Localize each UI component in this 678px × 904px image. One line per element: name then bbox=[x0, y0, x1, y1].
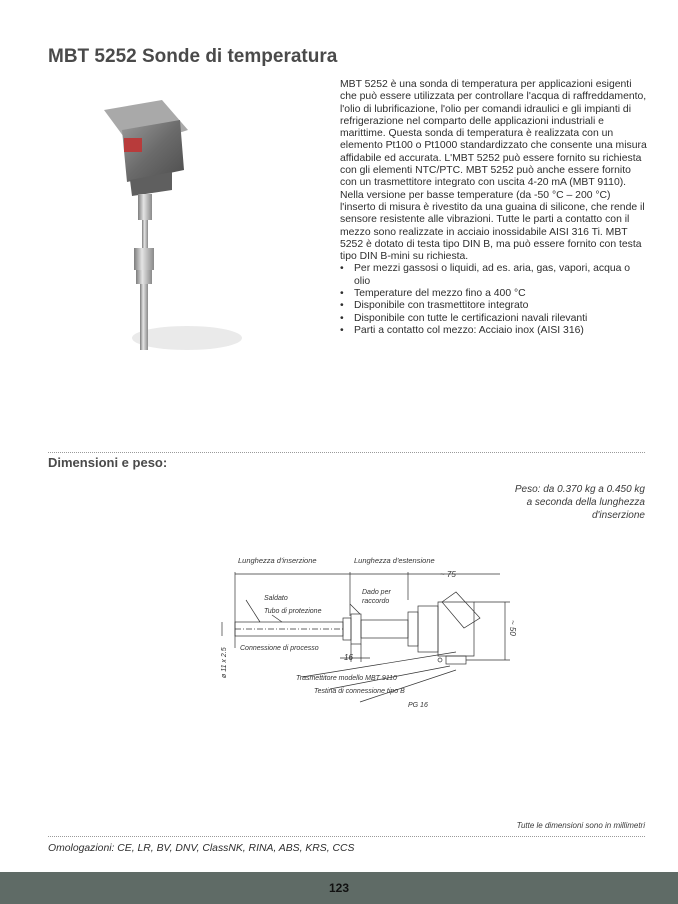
weight-line: Peso: da 0.370 kg a 0.450 kg bbox=[514, 484, 645, 495]
page-number: 123 bbox=[328, 881, 350, 895]
description-text: MBT 5252 è una sonda di temperatura per applicazioni esigenti che può essere utilizzata per controllare l'acqua di raffreddamento, l'olio di lubrificazione, l'olio per comandi idraulici e gli impianti di refrigerazione nel comparto delle applicazioni industriali e marittime. Questa sonda di temperatura è realizzata con un elemento Pt100 o Pt1000 standardizzato che consente una misura affidabile ed accurata. L'MBT 5252 può essere fornito su richiesta con gli elementi NTC/PTC. MBT 5252 può anche essere fornito con un trasmettitore integrato con uscita 4-20 mA (MBT 9110). Nella versione per basse temperature (da -50 °C – 200 °C) l'inserto di misura è rivestito da una guaina di silicone, che rende il sensore resistente alle vibrazioni. Tutte le parti a contatto con il mezzo sono realizzate in acciaio inossidabile AISI 316 Ti. MBT 5252 è dotato di testa tipo DIN B, ma può essere fornito con testa tipo DIN B-mini su richiesta. bbox=[340, 79, 647, 263]
weight-line: d'inserzione bbox=[591, 510, 645, 521]
approvals: Omologazioni: CE, LR, BV, DNV, ClassNK, RINA, ABS, KRS, CCS bbox=[48, 843, 355, 854]
feature-item: • Disponibile con trasmettitore integrato bbox=[340, 300, 648, 312]
dim-16: 16 bbox=[344, 653, 353, 662]
label-diameter: ø 11 x 2.5 bbox=[221, 647, 228, 678]
divider bbox=[48, 836, 645, 837]
label-transmitter: Trasmettitore modello MBT 9110 bbox=[296, 675, 397, 682]
feature-item: • Temperature del mezzo fino a 400 °C bbox=[340, 288, 648, 300]
label-process-connection: Connessione di processo bbox=[240, 645, 319, 652]
divider bbox=[48, 452, 645, 453]
label-extension-length: Lunghezza d'estensione bbox=[354, 556, 435, 565]
label-dado-1: Dado per bbox=[362, 589, 391, 596]
product-photo bbox=[92, 90, 242, 360]
weight-note bbox=[445, 483, 645, 522]
label-protection-tube: Tubo di protezione bbox=[264, 608, 322, 615]
label-dado-2: raccordo bbox=[362, 598, 390, 605]
dim-75: ~ 75 bbox=[440, 570, 456, 579]
dim-50: ~ 50 bbox=[508, 620, 517, 636]
label-gland: PG 16 bbox=[408, 702, 428, 709]
product-description bbox=[340, 79, 648, 337]
feature-item: • Parti a contatto col mezzo: Acciaio inox (AISI 316) bbox=[340, 325, 648, 337]
label-head: Testina di connessione tipo B bbox=[314, 688, 405, 695]
section-title: Dimensioni e peso: bbox=[48, 455, 168, 470]
units-note: Tutte le dimensioni sono in millimetri bbox=[516, 821, 645, 830]
feature-item: • Per mezzi gassosi o liquidi, ad es. aria, gas, vapori, acqua o olio bbox=[340, 263, 648, 288]
feature-item: • Disponibile con tutte le certificazioni navali rilevanti bbox=[340, 313, 648, 325]
feature-list bbox=[340, 263, 648, 337]
weight-line: a seconda della lunghezza bbox=[526, 497, 645, 508]
footer-bar bbox=[0, 872, 678, 904]
dimension-drawing bbox=[210, 548, 530, 718]
label-welded: Saldato bbox=[264, 595, 288, 602]
label-insertion-length: Lunghezza d'inserzione bbox=[238, 556, 317, 565]
page-title: MBT 5252 Sonde di temperatura bbox=[48, 46, 338, 67]
